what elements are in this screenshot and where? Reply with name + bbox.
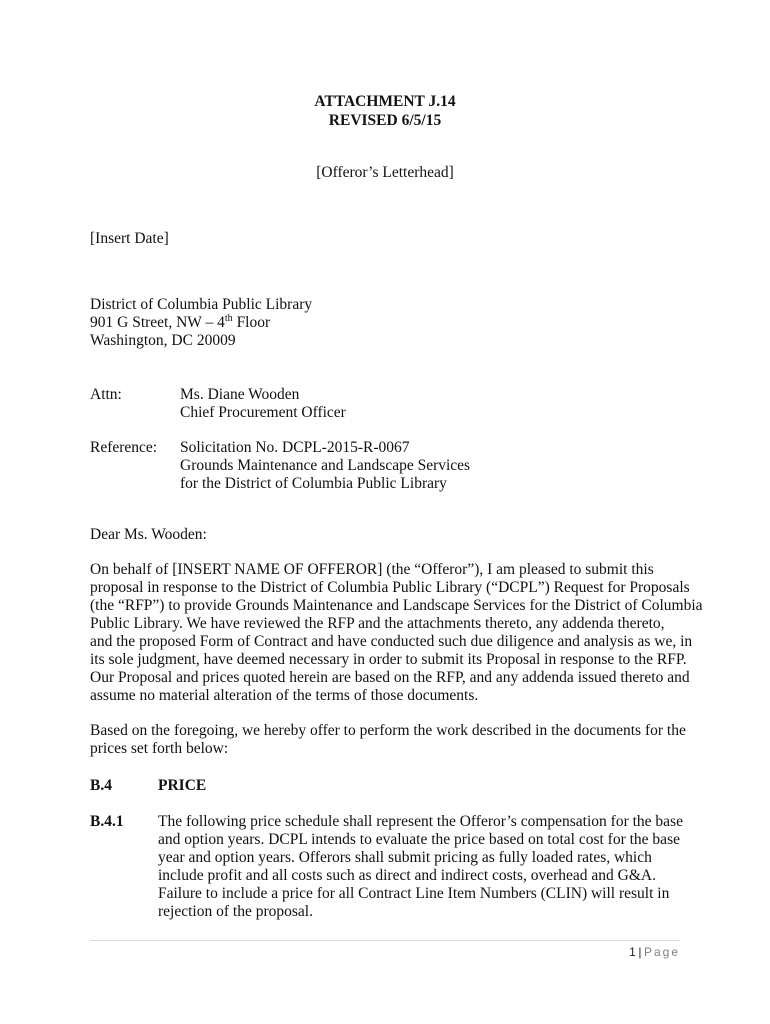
salutation: Dear Ms. Wooden:: [90, 526, 207, 543]
page-label: Page: [643, 945, 680, 959]
address-line-1: District of Columbia Public Library: [90, 296, 313, 313]
reference-line-3: for the District of Columbia Public Library: [180, 475, 447, 492]
subsection-number: B.4.1: [90, 813, 124, 830]
subsection-line: Failure to include a price for all Contract Line Item Numbers (CLIN) will result in: [158, 885, 670, 902]
footer-separator: |: [638, 945, 642, 959]
subsection-body: [158, 813, 683, 921]
attn-label: Attn:: [90, 386, 122, 403]
paragraph-line: its sole judgment, have deemed necessary in order to submit its Proposal in response to the RFP.: [90, 651, 687, 668]
attn-name: Ms. Diane Wooden: [180, 386, 300, 403]
subsection-line: and option years. DCPL intends to evaluate the price based on total cost for the base: [158, 831, 680, 848]
paragraph-line: proposal in response to the District of Columbia Public Library (“DCPL”) Request for Proposals: [90, 579, 690, 596]
reference-block: [180, 439, 470, 493]
address-line-2: 901 G Street, NW – 4th Floor: [90, 312, 271, 331]
page-footer: [600, 943, 680, 961]
paragraph-offer: [90, 561, 703, 705]
subsection-line: rejection of the proposal.: [158, 903, 313, 920]
attachment-title: ATTACHMENT J.14: [314, 93, 456, 110]
section-number: B.4: [90, 777, 112, 794]
paragraph-line: Public Library. We have reviewed the RFP and the attachments thereto, any addenda thereto,: [90, 615, 665, 632]
paragraph-foregoing: [90, 722, 686, 758]
address-line-3: Washington, DC 20009: [90, 332, 236, 349]
footer-divider: [90, 940, 680, 941]
reference-line-1: Solicitation No. DCPL-2015-R-0067: [180, 439, 410, 456]
letterhead-placeholder: [Offeror’s Letterhead]: [316, 164, 454, 181]
paragraph-line: Our Proposal and prices quoted herein are based on the RFP, and any addenda issued thereto and: [90, 669, 690, 686]
reference-label: Reference:: [90, 439, 158, 456]
recipient-address: [90, 296, 312, 350]
paragraph-line: On behalf of [INSERT NAME OF OFFEROR] (the “Offeror”), I am pleased to submit this: [90, 561, 654, 578]
revised-date: REVISED 6/5/15: [328, 112, 442, 129]
attn-block: [180, 386, 346, 422]
section-title: PRICE: [158, 777, 207, 794]
paragraph-line: (the “RFP”) to provide Grounds Maintenance and Landscape Services for the District of Columbia: [90, 597, 703, 614]
subsection-line: year and option years. Offerors shall submit pricing as fully loaded rates, which: [158, 849, 652, 866]
paragraph-line: and the proposed Form of Contract and have conducted such due diligence and analysis as we, in: [90, 633, 693, 650]
subsection-line: The following price schedule shall represent the Offeror’s compensation for the base: [158, 813, 683, 830]
paragraph-line: prices set forth below:: [90, 740, 229, 757]
insert-date: [Insert Date]: [90, 230, 169, 247]
attn-title: Chief Procurement Officer: [180, 404, 346, 421]
page-number: 1: [629, 945, 637, 959]
subsection-line: include profit and all costs such as direct and indirect costs, overhead and G&A.: [158, 867, 657, 884]
paragraph-line: Based on the foregoing, we hereby offer to perform the work described in the documents for the: [90, 722, 686, 739]
paragraph-line: assume no material alteration of the terms of those documents.: [90, 687, 479, 704]
reference-line-2: Grounds Maintenance and Landscape Services: [180, 457, 471, 474]
